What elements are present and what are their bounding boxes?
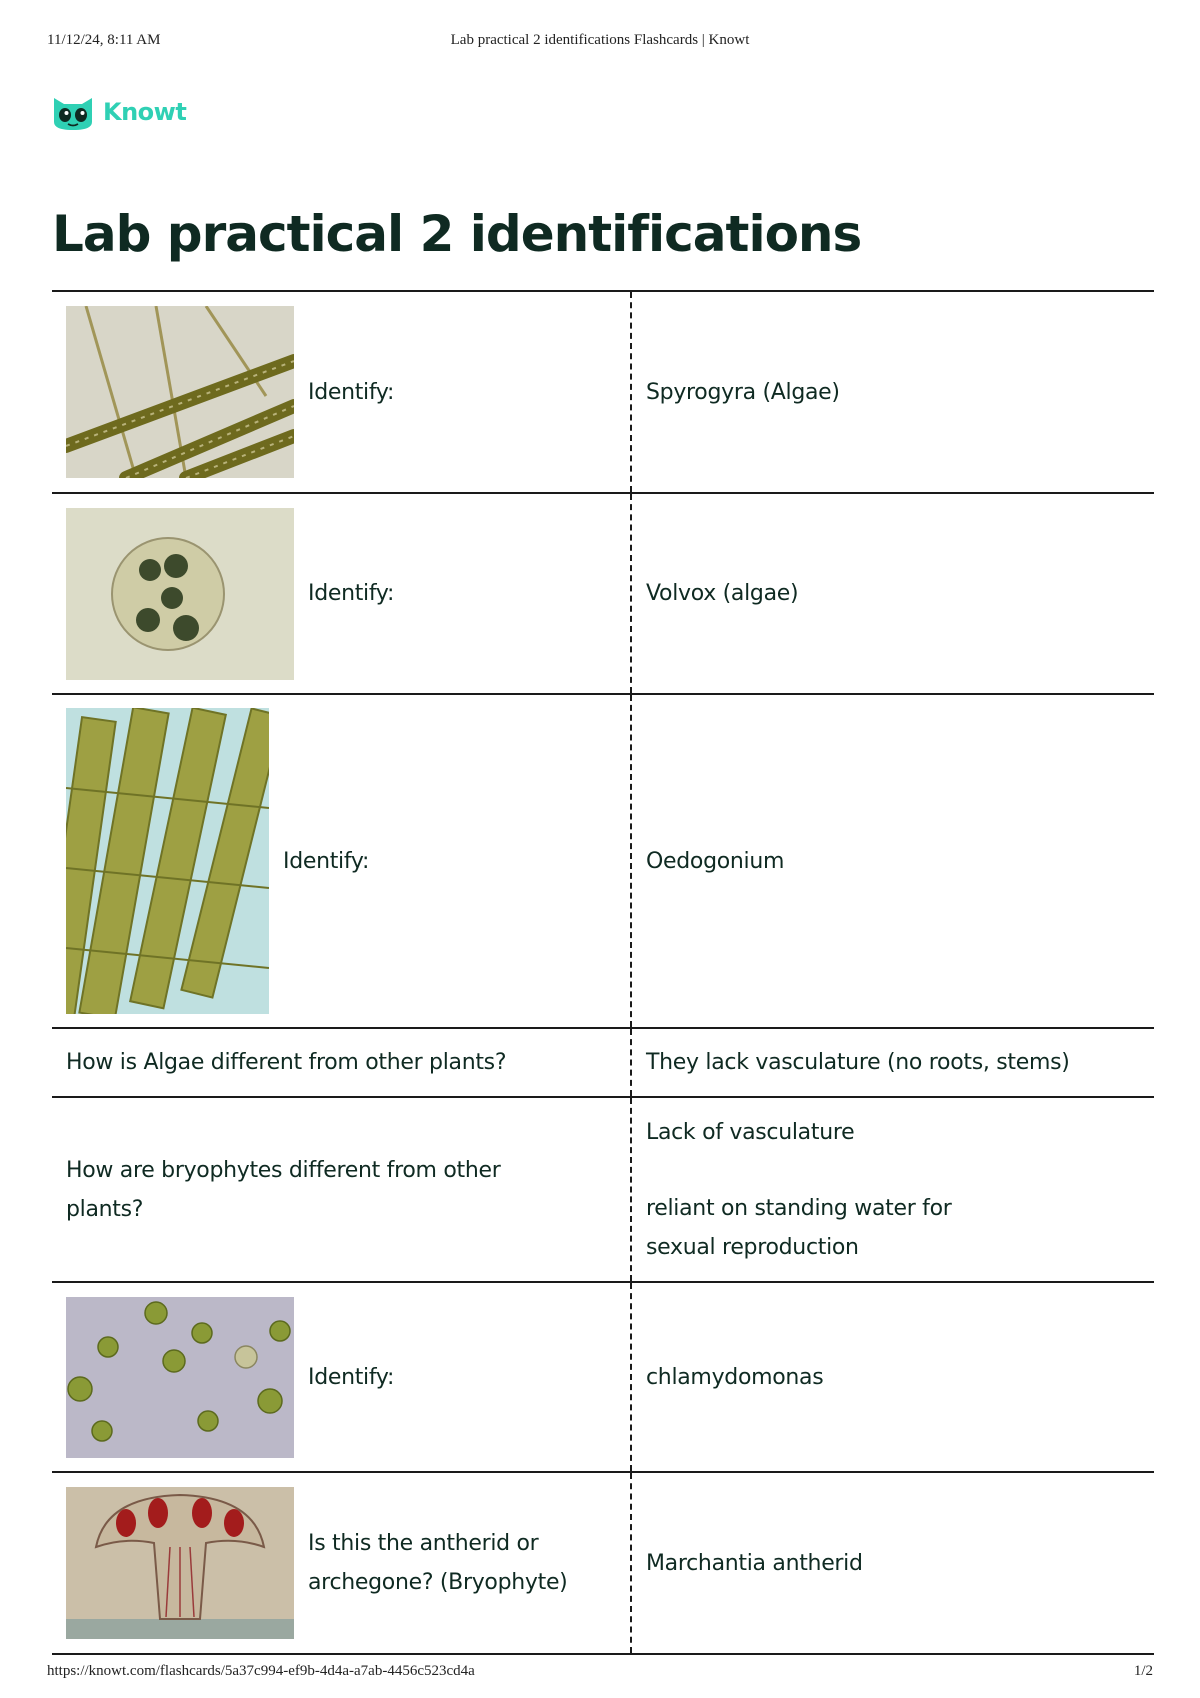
print-page-title: Lab practical 2 identifications Flashcards | Knowt — [450, 32, 750, 48]
flashcard-definition — [631, 1028, 1154, 1097]
flashcard-row — [52, 1472, 1154, 1654]
brand-name: Knowt — [103, 98, 187, 126]
definition-text: Lack of vasculature — [646, 1119, 855, 1145]
flashcard-definition — [631, 493, 1154, 694]
flashcard-definition — [631, 1282, 1154, 1472]
flashcard-term — [52, 291, 631, 493]
term-text: Identify: — [308, 379, 395, 405]
flashcard-row — [52, 1097, 1154, 1282]
knowt-mascot-icon — [50, 92, 96, 132]
knowt-logo[interactable] — [50, 92, 186, 132]
definition-text: Oedogonium — [646, 848, 785, 874]
flashcard-definition — [631, 1472, 1154, 1654]
definition-text: Spyrogyra (Algae) — [646, 379, 840, 405]
term-text: Identify: — [283, 848, 370, 874]
page-title: Lab practical 2 identifications — [52, 205, 862, 263]
term-text: Is this the antherid or archegone? (Bryophyte) — [308, 1531, 568, 1595]
chlamydomonas-micrograph — [66, 1297, 294, 1458]
flashcard-row — [52, 1028, 1154, 1097]
flashcard-row — [52, 291, 1154, 493]
flashcard-term — [52, 1282, 631, 1472]
flashcard-definition — [631, 291, 1154, 493]
definition-text: reliant on standing water for sexual reproduction — [646, 1195, 952, 1260]
definition-text: chlamydomonas — [646, 1364, 824, 1390]
definition-text: They lack vasculature (no roots, stems) — [646, 1050, 1070, 1075]
flashcard-definition — [631, 1097, 1154, 1282]
print-url: https://knowt.com/flashcards/5a37c994-ef9b-4d4a-a7ab-4456c523cd4a — [47, 1663, 475, 1679]
term-text: How are bryophytes different from other plants? — [66, 1157, 501, 1222]
term-text: Identify: — [308, 1364, 395, 1390]
flashcard-row — [52, 493, 1154, 694]
term-text: Identify: — [308, 581, 395, 606]
flashcard-row — [52, 1282, 1154, 1472]
flashcard-term — [52, 1097, 631, 1282]
print-page-number: 1/2 — [1133, 1663, 1153, 1679]
flashcard-term — [52, 1028, 631, 1097]
oedogonium-micrograph — [66, 708, 269, 1014]
marchantia-antheridiophore-section — [66, 1487, 294, 1639]
flashcard-term — [52, 694, 631, 1028]
term-text: How is Algae different from other plants? — [66, 1050, 507, 1075]
flashcard-definition — [631, 694, 1154, 1028]
flashcard-row — [52, 694, 1154, 1028]
flashcard-term — [52, 493, 631, 694]
volvox-micrograph — [66, 508, 294, 680]
definition-text: Marchantia antherid — [646, 1550, 863, 1576]
print-datetime: 11/12/24, 8:11 AM — [47, 32, 161, 48]
spirogyra-micrograph — [66, 306, 294, 478]
flashcard-term — [52, 1472, 631, 1654]
flashcard-table — [52, 290, 1154, 1655]
definition-text: Volvox (algae) — [646, 581, 799, 606]
